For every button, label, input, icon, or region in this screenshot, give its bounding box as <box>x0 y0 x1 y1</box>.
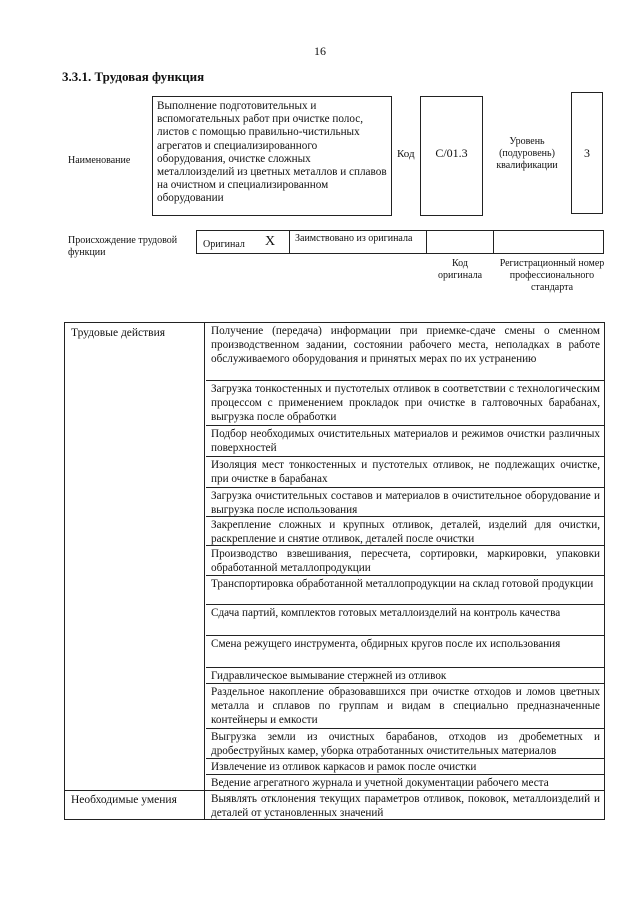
table-left-column <box>65 323 205 819</box>
origin-divider <box>289 231 290 253</box>
code-label: Код <box>397 148 415 160</box>
table-row: Смена режущего инструмента, обдирных кругов после их использования <box>206 635 604 667</box>
borrowed-label: Заимствовано из оригинала <box>295 233 413 244</box>
function-name-box <box>152 96 392 216</box>
skills-label: Необходимые умения <box>71 794 177 806</box>
table-row: Ведение агрегатного журнала и учетной документации рабочего места <box>206 774 604 790</box>
table-row: Транспортировка обработанной металлопродукции на склад готовой продукции <box>206 575 604 604</box>
table-row: Выгрузка земли из очистных барабанов, отходов из дробеметных и дробеструйных камер, уборка отработанных очистительных материалов <box>206 728 604 758</box>
table-row: Подбор необходимых очистительных материалов и режимов очистки различных поверхностей <box>206 425 604 456</box>
actions-label: Трудовые действия <box>71 327 166 339</box>
reg-number-label: Регистрационный номер профессионального стандарта <box>499 258 605 293</box>
function-code: C/01.3 <box>435 146 468 160</box>
table-row: Загрузка очистительных составов и материалов в очистительное оборудование и выгрузка после использования <box>206 487 604 516</box>
table-row: Изоляция мест тонкостенных и пустотелых отливок, не подлежащих очистке, при очистке в барабанах <box>206 456 604 487</box>
level-label: Уровень (подуровень) квалификации <box>496 136 558 171</box>
origin-divider <box>426 231 427 253</box>
origin-row <box>196 230 604 254</box>
table-row: Сдача партий, комплектов готовых металлоизделий на контроль качества <box>206 604 604 635</box>
table-row: Извлечение из отливок каркасов и рамок после очистки <box>206 758 604 774</box>
page-number: 16 <box>314 44 326 58</box>
actions-table <box>64 322 605 820</box>
name-label: Наименование <box>68 155 131 166</box>
table-row: Закрепление сложных и крупных отливок, деталей, изделий для очистки, раскрепление и снятие отливок, деталей после очистки <box>206 516 604 545</box>
table-row: Выявлять отклонения текущих параметров отливок, поковок, металлоизделий и деталей от установленных значений <box>206 790 604 821</box>
skills-separator <box>65 790 206 791</box>
origin-divider <box>493 231 494 253</box>
function-name: Выполнение подготовительных и вспомогательных работ при очистке полос, листов с помощью правильно-чистильных агрегатов и специализированного оборудования, очистке сложных металлоизделий из цветных металлов и сплавов на очистном и специализированном оборудовании <box>157 100 387 205</box>
original-mark: X <box>265 234 276 249</box>
table-row: Производство взвешивания, пересчета, сортировки, маркировки, упаковки обработанной металлопродукции <box>206 545 604 575</box>
table-row: Загрузка тонкостенных и пустотелых отливок в соответствии с технологическим процессом с применением прокладок при очистке в галтовочных барабанах, выгрузка после обработки <box>206 380 604 425</box>
function-level: 3 <box>584 146 590 160</box>
origin-label: Происхождение трудовой функции <box>68 235 178 258</box>
code-original-label: Код оригинала <box>437 258 483 281</box>
original-label: Оригинал <box>203 239 245 250</box>
table-row: Гидравлическое вымывание стержней из отливок <box>206 667 604 683</box>
section-heading: 3.3.1. Трудовая функция <box>62 69 205 84</box>
table-row: Получение (передача) информации при приемке-сдаче смены о сменном производственном задании, состоянии рабочего места, неполадках в работе обслуживаемого оборудования и принятых мерах по их устранению <box>211 325 600 365</box>
table-row: Раздельное накопление образовавшихся при очистке отходов и ломов цветных металла и сплавов по группам и видам в специально предназначенные контейнеры и емкости <box>206 683 604 728</box>
